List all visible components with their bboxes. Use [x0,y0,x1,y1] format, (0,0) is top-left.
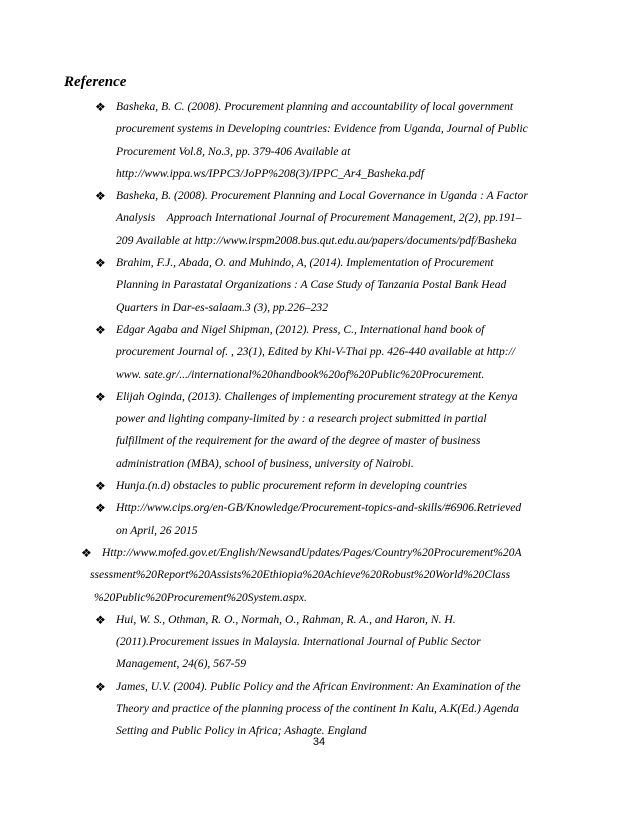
reference-line: Quarters in Dar-es-salaam.3 (3), pp.226–232 [116,300,328,314]
reference-line: procurement systems in Developing countries: Evidence from Uganda, Journal of Public [116,122,528,136]
reference-line: Planning in Parastatal Organizations : A Case Study of Tanzania Postal Bank Head [116,278,507,292]
reference-line: Analysis Approach International Journal of Procurement Management, 2(2), pp.191– [116,211,522,225]
reference-item [0,497,562,542]
reference-link[interactable]: %20Public%20Procurement%20System.aspx. [94,590,307,604]
diamond-bullet-icon: ❖ [95,479,106,494]
reference-line: fulfillment of the requirement for the award of the degree of master of business [116,434,481,448]
reference-line: administration (MBA), school of business, university of Nairobi. [116,456,414,470]
reference-line: Edgar Agaba and Nigel Shipman, (2012). Press, C., International hand book of [116,322,485,336]
reference-link[interactable]: Http://www.mofed.gov.et/English/NewsandUpdates/Pages/Country%20Procurement%20A [102,545,522,559]
reference-line: www. sate.gr/.../international%20handbook%20of%20Public%20Procurement. [116,367,485,381]
reference-item [0,185,562,252]
reference-item [0,609,562,676]
reference-line: Basheka, B. C. (2008). Procurement planning and accountability of local government [116,100,514,113]
reference-item [0,96,562,185]
diamond-bullet-icon: ❖ [81,545,92,560]
reference-line: procurement Journal of. , 23(1), Edited by Khi-V-Thai pp. 426-440 available at http:// [116,345,516,359]
reference-item [0,676,562,743]
reference-item [0,319,562,386]
diamond-bullet-icon: ❖ [95,501,106,516]
diamond-bullet-icon: ❖ [95,679,106,694]
reference-line: Hui, W. S., Othman, R. O., Normah, O., Rahman, R. A., and Haron, N. H. [116,612,456,626]
reference-item [0,542,560,609]
diamond-bullet-icon: ❖ [95,189,106,204]
reference-line: on April, 26 2015 [116,523,198,537]
reference-line: Management, 24(6), 567-59 [116,657,247,671]
diamond-bullet-icon: ❖ [95,389,106,404]
reference-line: Elijah Oginda, (2013). Challenges of implementing procurement strategy at the Kenya [116,389,518,403]
diamond-bullet-icon: ❖ [95,322,106,337]
reference-line: Setting and Public Policy in Africa; Ashagte. England [116,724,367,738]
reference-item [0,386,562,475]
reference-line: Brahim, F.J., Abada, O. and Muhindo, A, (2014). Implementation of Procurement [116,256,494,270]
reference-heading: Reference [64,74,127,90]
diamond-bullet-icon: ❖ [95,612,106,627]
reference-line: (2011).Procurement issues in Malaysia. International Journal of Public Sector [116,635,481,649]
diamond-bullet-icon: ❖ [95,100,106,114]
reference-line: Hunja.(n.d) obstacles to public procurement reform in developing countries [116,479,467,493]
diamond-bullet-icon: ❖ [95,256,106,271]
reference-line: Procurement Vol.8, No.3, pp. 379-406 Available at [116,144,351,158]
reference-line: 209 Available at http://www.irspm2008.bus.qut.edu.au/papers/documents/pdf/Basheka [116,233,517,247]
reference-line: James, U.V. (2004). Public Policy and the African Environment: An Examination of the [116,679,521,693]
reference-link[interactable]: ssessment%20Report%20Assists%20Ethiopia%20Achieve%20Robust%20World%20Class [90,568,511,582]
reference-item [0,252,562,319]
reference-list [0,96,638,743]
reference-line: Theory and practice of the planning process of the continent In Kalu, A.K(Ed.) Agenda [116,702,519,716]
reference-item [0,475,562,497]
page-number: 34 [312,736,326,748]
reference-link[interactable]: Http://www.cips.org/en-GB/Knowledge/Procurement-topics-and-skills/#6906.Retrieved [116,501,522,515]
reference-line: power and lighting company-limited by : a research project submitted in partial [116,412,487,426]
reference-line: Basheka, B. (2008). Procurement Planning and Local Governance in Uganda : A Factor [116,189,528,203]
reference-link[interactable]: http://www.ippa.ws/IPPC3/JoPP%208(3)/IPPC_Ar4_Basheka.pdf [116,166,424,180]
